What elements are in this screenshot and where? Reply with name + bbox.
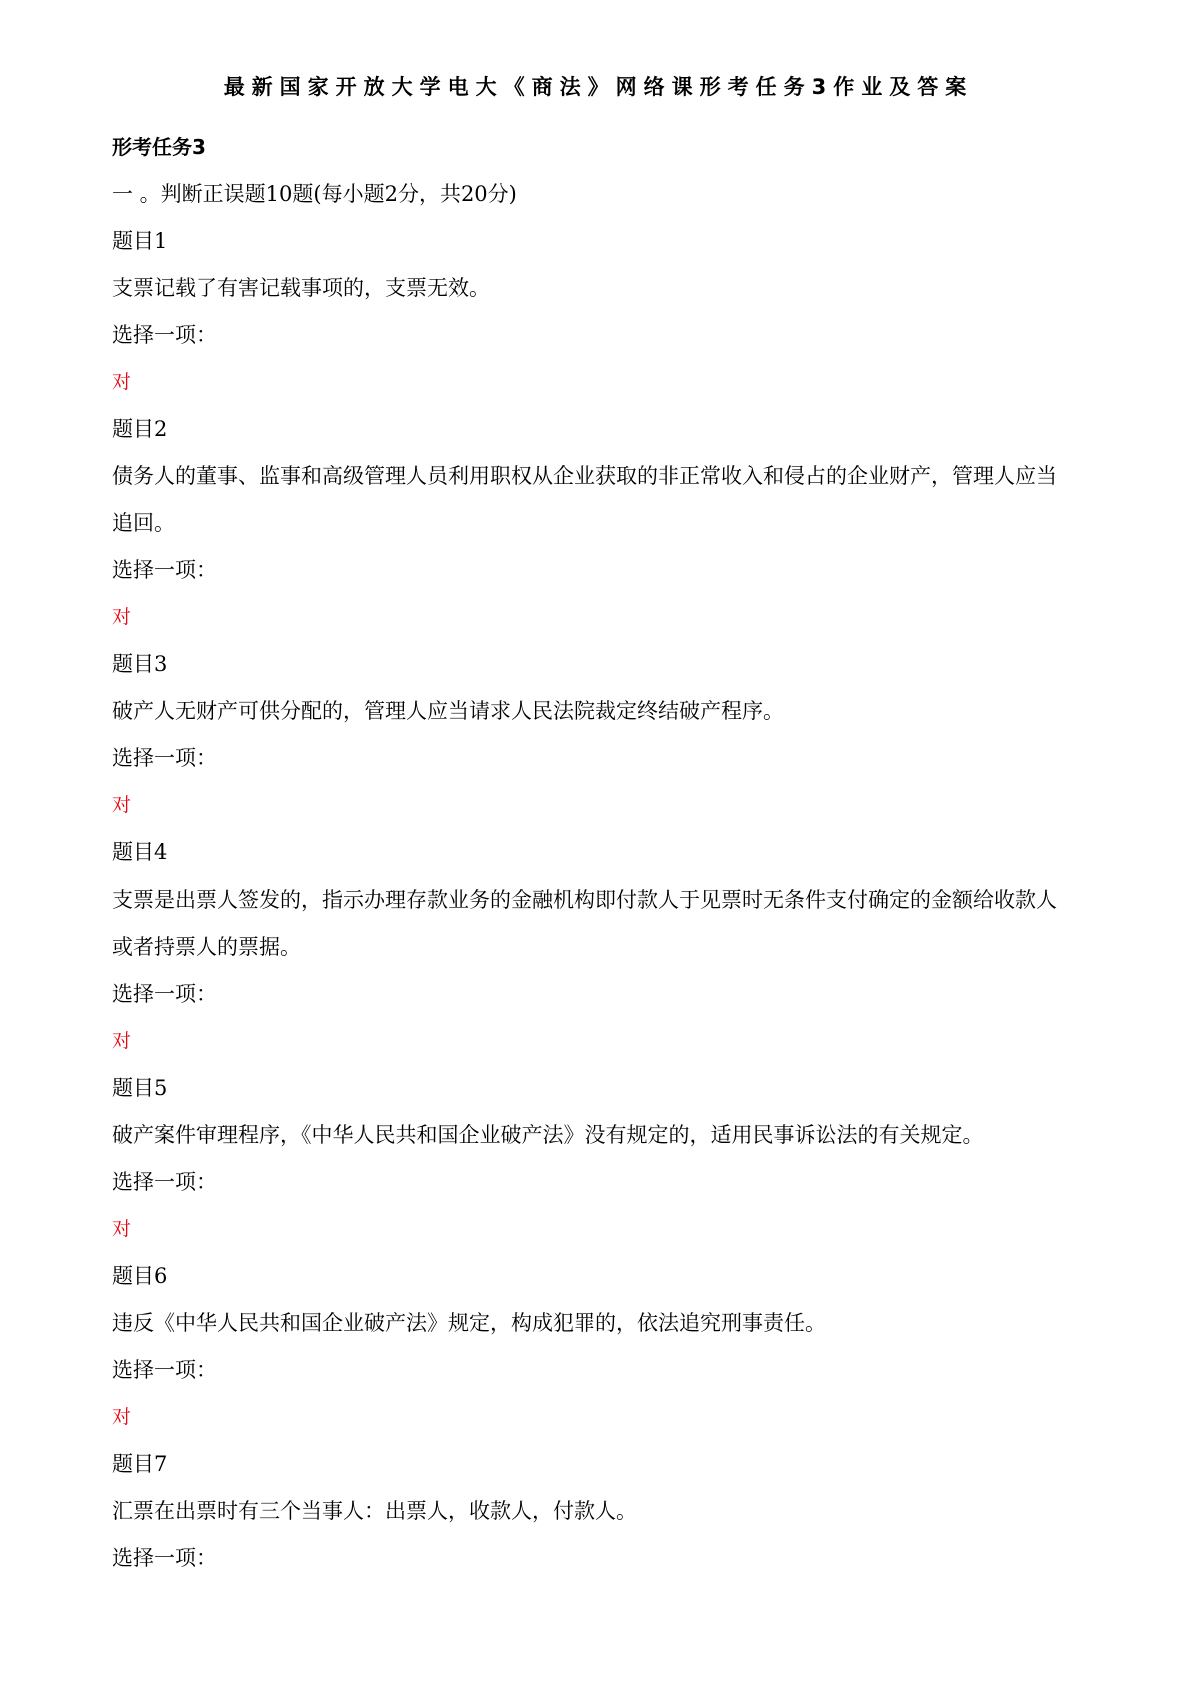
question-prompt: 选择一项： xyxy=(112,746,217,771)
question-label: 题目1 xyxy=(112,228,168,253)
question-stem-line: 破产人无财产可供分配的，管理人应当请求人民法院裁定终结破产程序。 xyxy=(112,699,784,724)
question-answer: 对 xyxy=(112,606,132,629)
question-prompt: 选择一项： xyxy=(112,1358,217,1383)
question-stem-line: 违反《中华人民共和国企业破产法》规定，构成犯罪的，依法追究刑事责任。 xyxy=(112,1311,826,1336)
question-stem-line: 债务人的董事、监事和高级管理人员利用职权从企业获取的非正常收入和侵占的企业财产，管理人应当 xyxy=(112,463,1057,488)
question-stem-line: 或者持票人的票据。 xyxy=(112,934,301,959)
question-prompt: 选择一项： xyxy=(112,558,217,583)
question-label: 题目2 xyxy=(112,416,168,441)
question-4 xyxy=(112,829,1150,1064)
part-heading: 一 。判断正误题10题(每小题2分，共20分) xyxy=(112,181,517,206)
question-stem-line: 汇票在出票时有三个当事人：出票人，收款人，付款人。 xyxy=(112,1499,637,1524)
question-label: 题目4 xyxy=(112,840,168,865)
question-prompt: 选择一项： xyxy=(112,981,217,1006)
question-stem-line: 破产案件审理程序，《中华人民共和国企业破产法》没有规定的，适用民事诉讼法的有关规定。 xyxy=(112,1122,984,1147)
question-6 xyxy=(112,1253,1150,1441)
question-prompt: 选择一项： xyxy=(112,322,217,347)
question-label: 题目3 xyxy=(112,652,168,677)
question-label: 题目6 xyxy=(112,1264,168,1288)
question-5 xyxy=(112,1065,1150,1253)
document-body xyxy=(112,124,1150,1583)
question-stem-line: 追回。 xyxy=(112,511,175,535)
question-prompt: 选择一项： xyxy=(112,1169,217,1194)
question-answer: 对 xyxy=(112,1217,132,1240)
question-2 xyxy=(112,406,1150,641)
question-stem-line: 支票是出票人签发的，指示办理存款业务的金融机构即付款人于见票时无条件支付确定的金额给收款人 xyxy=(112,887,1057,912)
document-title: 最新国家开放大学电大《商法》网络课形考任务3作业及答案 xyxy=(223,75,974,99)
question-1 xyxy=(112,218,1150,406)
question-answer: 对 xyxy=(112,794,132,817)
question-answer: 对 xyxy=(112,1029,132,1052)
question-answer: 对 xyxy=(112,1406,132,1429)
question-3 xyxy=(112,641,1150,829)
question-label: 题目5 xyxy=(112,1075,168,1100)
section-heading: 形考任务3 xyxy=(112,134,206,159)
question-prompt: 选择一项： xyxy=(112,1546,217,1571)
question-7 xyxy=(112,1441,1150,1582)
question-answer: 对 xyxy=(112,370,132,393)
question-stem-line: 支票记载了有害记载事项的，支票无效。 xyxy=(112,275,490,300)
question-label: 题目7 xyxy=(112,1452,168,1477)
